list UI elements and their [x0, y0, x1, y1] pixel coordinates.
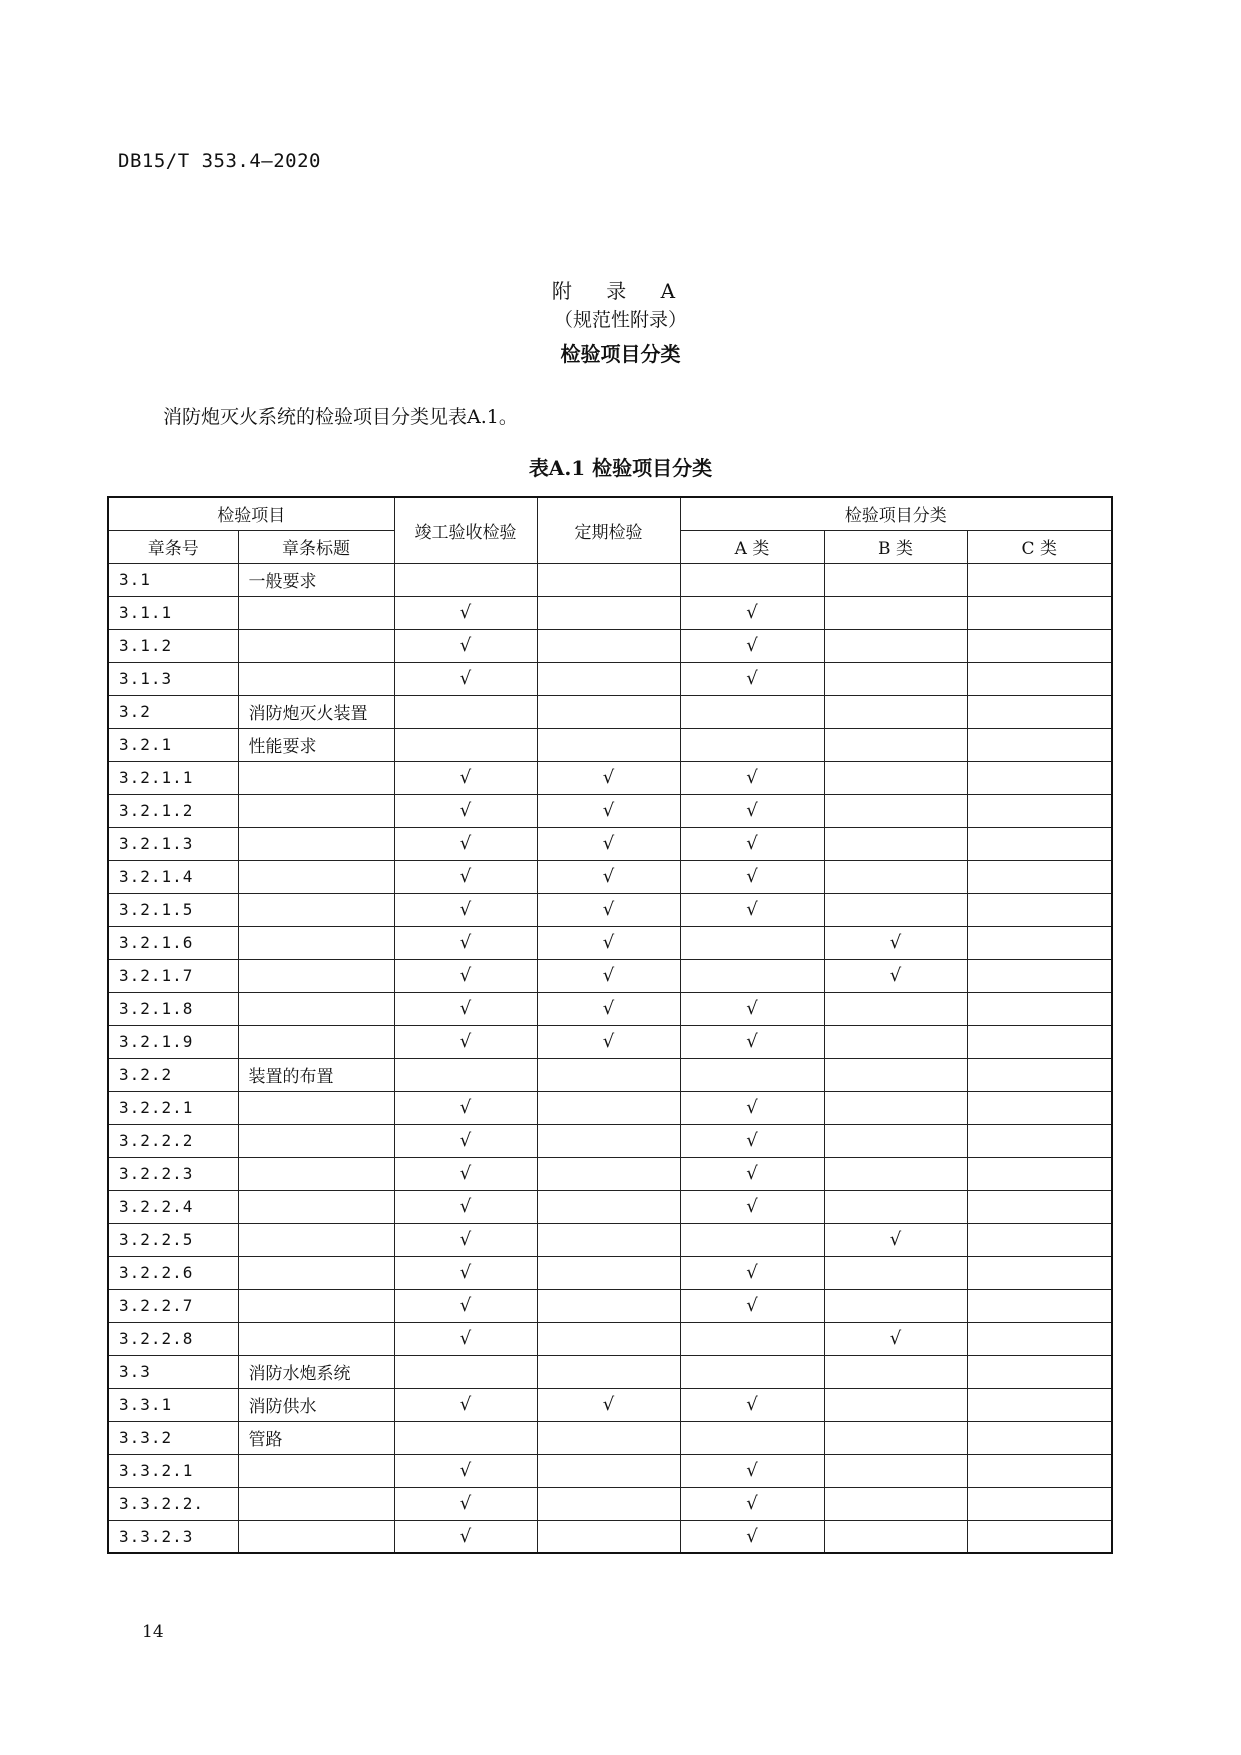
cell-class-a: √	[680, 1487, 824, 1520]
cell-clause-title: 消防炮灭火装置	[238, 695, 394, 728]
cell-class-b	[824, 761, 967, 794]
cell-clause-title	[238, 1091, 394, 1124]
header-class-a: A 类	[680, 530, 824, 563]
cell-clause-title	[238, 992, 394, 1025]
cell-class-a	[680, 959, 824, 992]
cell-clause-no: 3.2.2.6	[108, 1256, 238, 1289]
cell-class-a	[680, 926, 824, 959]
cell-completion: √	[394, 1223, 537, 1256]
cell-clause-no: 3.2.2.4	[108, 1190, 238, 1223]
cell-class-a: √	[680, 662, 824, 695]
cell-completion: √	[394, 1454, 537, 1487]
cell-periodic: √	[537, 1025, 680, 1058]
cell-completion: √	[394, 992, 537, 1025]
header-periodic-inspection: 定期检验	[537, 497, 680, 563]
cell-completion: √	[394, 1289, 537, 1322]
cell-completion	[394, 563, 537, 596]
cell-periodic	[537, 662, 680, 695]
cell-clause-title	[238, 1256, 394, 1289]
cell-class-a: √	[680, 1289, 824, 1322]
cell-completion: √	[394, 860, 537, 893]
cell-clause-title	[238, 827, 394, 860]
table-row	[108, 695, 1112, 728]
cell-class-c	[967, 860, 1112, 893]
cell-class-b: √	[824, 1223, 967, 1256]
cell-class-a	[680, 1322, 824, 1355]
cell-class-a: √	[680, 1124, 824, 1157]
cell-clause-title	[238, 959, 394, 992]
appendix-title: 附 录 A	[551, 279, 690, 303]
cell-completion	[394, 1355, 537, 1388]
cell-class-a	[680, 1421, 824, 1454]
cell-clause-no: 3.2.1.2	[108, 794, 238, 827]
cell-class-c	[967, 893, 1112, 926]
cell-class-b	[824, 1487, 967, 1520]
cell-class-c	[967, 1388, 1112, 1421]
cell-class-b	[824, 1124, 967, 1157]
cell-class-c	[967, 1124, 1112, 1157]
cell-completion: √	[394, 761, 537, 794]
cell-clause-title: 消防水炮系统	[238, 1355, 394, 1388]
cell-class-b	[824, 992, 967, 1025]
cell-clause-no: 3.3	[108, 1355, 238, 1388]
table-row	[108, 1223, 1112, 1256]
cell-clause-no: 3.3.2.1	[108, 1454, 238, 1487]
cell-class-b	[824, 1256, 967, 1289]
cell-class-a: √	[680, 893, 824, 926]
cell-class-c	[967, 1256, 1112, 1289]
cell-periodic	[537, 728, 680, 761]
cell-periodic: √	[537, 761, 680, 794]
cell-periodic: √	[537, 794, 680, 827]
cell-clause-no: 3.2	[108, 695, 238, 728]
cell-completion: √	[394, 662, 537, 695]
cell-completion: √	[394, 959, 537, 992]
cell-class-a: √	[680, 794, 824, 827]
table-row	[108, 1487, 1112, 1520]
cell-class-c	[967, 662, 1112, 695]
table-row	[108, 860, 1112, 893]
cell-class-c	[967, 1322, 1112, 1355]
cell-clause-no: 3.3.2.3	[108, 1520, 238, 1553]
cell-class-a: √	[680, 1157, 824, 1190]
cell-completion: √	[394, 1157, 537, 1190]
cell-clause-no: 3.2.1.8	[108, 992, 238, 1025]
header-classification: 检验项目分类	[680, 497, 1112, 530]
cell-class-b: √	[824, 926, 967, 959]
cell-completion: √	[394, 596, 537, 629]
cell-periodic	[537, 596, 680, 629]
cell-clause-title	[238, 794, 394, 827]
cell-clause-no: 3.2.1.3	[108, 827, 238, 860]
cell-clause-no: 3.3.2	[108, 1421, 238, 1454]
cell-class-c	[967, 794, 1112, 827]
cell-clause-title	[238, 1322, 394, 1355]
cell-clause-no: 3.2.1	[108, 728, 238, 761]
header-clause-no: 章条号	[108, 530, 238, 563]
cell-clause-no: 3.2.1.4	[108, 860, 238, 893]
cell-clause-no: 3.2.2.3	[108, 1157, 238, 1190]
cell-clause-no: 3.2.2.8	[108, 1322, 238, 1355]
cell-class-c	[967, 959, 1112, 992]
cell-completion: √	[394, 827, 537, 860]
table-row	[108, 1289, 1112, 1322]
inspection-classification-table	[107, 496, 1113, 1554]
cell-periodic	[537, 695, 680, 728]
cell-class-a: √	[680, 761, 824, 794]
cell-periodic	[537, 1091, 680, 1124]
cell-class-b	[824, 1190, 967, 1223]
cell-periodic	[537, 1124, 680, 1157]
cell-class-a: √	[680, 1190, 824, 1223]
table-row	[108, 1025, 1112, 1058]
cell-periodic	[537, 1289, 680, 1322]
cell-clause-title	[238, 1157, 394, 1190]
cell-class-c	[967, 827, 1112, 860]
cell-class-b	[824, 794, 967, 827]
cell-clause-no: 3.1.1	[108, 596, 238, 629]
cell-completion: √	[394, 629, 537, 662]
cell-periodic	[537, 1520, 680, 1553]
cell-clause-no: 3.2.1.1	[108, 761, 238, 794]
cell-class-b	[824, 1058, 967, 1091]
cell-clause-title	[238, 1190, 394, 1223]
cell-completion: √	[394, 1388, 537, 1421]
cell-class-a	[680, 563, 824, 596]
header-class-b: B 类	[824, 530, 967, 563]
cell-completion: √	[394, 926, 537, 959]
document-code: DB15/T 353.4—2020	[118, 150, 321, 172]
cell-clause-title	[238, 1124, 394, 1157]
cell-clause-no: 3.2.1.7	[108, 959, 238, 992]
cell-periodic	[537, 1487, 680, 1520]
cell-class-a: √	[680, 1091, 824, 1124]
table-row	[108, 1157, 1112, 1190]
cell-class-b	[824, 629, 967, 662]
table-caption: 表A.1 检验项目分类	[528, 456, 713, 480]
cell-clause-no: 3.1.2	[108, 629, 238, 662]
cell-clause-title	[238, 893, 394, 926]
cell-periodic	[537, 1421, 680, 1454]
cell-class-c	[967, 728, 1112, 761]
cell-periodic	[537, 1454, 680, 1487]
cell-class-c	[967, 1289, 1112, 1322]
cell-completion: √	[394, 1190, 537, 1223]
cell-clause-title: 管路	[238, 1421, 394, 1454]
cell-class-a: √	[680, 1520, 824, 1553]
cell-class-c	[967, 992, 1112, 1025]
cell-class-a	[680, 695, 824, 728]
table-row	[108, 959, 1112, 992]
table-row	[108, 1124, 1112, 1157]
cell-clause-title	[238, 662, 394, 695]
cell-periodic: √	[537, 860, 680, 893]
cell-periodic: √	[537, 893, 680, 926]
table-row	[108, 1454, 1112, 1487]
header-completion-inspection: 竣工验收检验	[394, 497, 537, 563]
cell-clause-no: 3.3.2.2.	[108, 1487, 238, 1520]
cell-class-b	[824, 893, 967, 926]
table-row	[108, 1091, 1112, 1124]
header-class-c: C 类	[967, 530, 1112, 563]
cell-clause-no: 3.2.2.2	[108, 1124, 238, 1157]
cell-class-b	[824, 1388, 967, 1421]
cell-periodic	[537, 1157, 680, 1190]
table-row	[108, 1256, 1112, 1289]
cell-clause-title: 消防供水	[238, 1388, 394, 1421]
cell-clause-title	[238, 629, 394, 662]
cell-completion: √	[394, 1091, 537, 1124]
table-row	[108, 629, 1112, 662]
cell-clause-no: 3.2.1.6	[108, 926, 238, 959]
table-row	[108, 1520, 1112, 1553]
cell-class-b	[824, 1454, 967, 1487]
cell-periodic	[537, 563, 680, 596]
cell-periodic	[537, 1223, 680, 1256]
table-row	[108, 893, 1112, 926]
cell-class-a	[680, 1058, 824, 1091]
cell-class-c	[967, 1223, 1112, 1256]
cell-class-c	[967, 563, 1112, 596]
table-row	[108, 1322, 1112, 1355]
cell-class-c	[967, 629, 1112, 662]
cell-class-b: √	[824, 1322, 967, 1355]
cell-periodic	[537, 629, 680, 662]
cell-class-b	[824, 1520, 967, 1553]
cell-clause-title	[238, 1520, 394, 1553]
cell-clause-no: 3.2.2.5	[108, 1223, 238, 1256]
cell-class-c	[967, 1487, 1112, 1520]
cell-class-a	[680, 1355, 824, 1388]
table-row	[108, 563, 1112, 596]
cell-class-c	[967, 1058, 1112, 1091]
page-number: 14	[142, 1622, 164, 1642]
appendix-heading: 检验项目分类	[560, 342, 681, 366]
cell-class-b	[824, 596, 967, 629]
cell-class-a: √	[680, 596, 824, 629]
cell-class-b	[824, 1355, 967, 1388]
cell-clause-no: 3.2.1.9	[108, 1025, 238, 1058]
cell-class-b	[824, 1157, 967, 1190]
cell-clause-title	[238, 1223, 394, 1256]
cell-class-c	[967, 1454, 1112, 1487]
cell-class-a: √	[680, 1454, 824, 1487]
cell-class-b	[824, 563, 967, 596]
cell-periodic: √	[537, 959, 680, 992]
cell-completion: √	[394, 1025, 537, 1058]
cell-periodic: √	[537, 1388, 680, 1421]
cell-periodic: √	[537, 992, 680, 1025]
cell-completion: √	[394, 1124, 537, 1157]
cell-periodic	[537, 1355, 680, 1388]
cell-class-c	[967, 761, 1112, 794]
cell-clause-title	[238, 761, 394, 794]
cell-periodic: √	[537, 926, 680, 959]
cell-class-a	[680, 1223, 824, 1256]
cell-periodic: √	[537, 827, 680, 860]
cell-periodic	[537, 1256, 680, 1289]
cell-completion: √	[394, 1322, 537, 1355]
table-row	[108, 794, 1112, 827]
cell-clause-title	[238, 1289, 394, 1322]
cell-clause-no: 3.1.3	[108, 662, 238, 695]
cell-clause-no: 3.1	[108, 563, 238, 596]
table-row	[108, 926, 1112, 959]
table-row	[108, 1355, 1112, 1388]
cell-class-c	[967, 926, 1112, 959]
cell-class-c	[967, 1421, 1112, 1454]
table-row	[108, 761, 1112, 794]
cell-clause-title: 性能要求	[238, 728, 394, 761]
cell-clause-no: 3.2.2.7	[108, 1289, 238, 1322]
table-row	[108, 1190, 1112, 1223]
cell-clause-title	[238, 860, 394, 893]
cell-completion: √	[394, 893, 537, 926]
cell-class-c	[967, 1025, 1112, 1058]
cell-class-c	[967, 695, 1112, 728]
cell-class-c	[967, 1190, 1112, 1223]
cell-clause-title	[238, 1025, 394, 1058]
table-row	[108, 662, 1112, 695]
cell-class-b: √	[824, 959, 967, 992]
table-row	[108, 596, 1112, 629]
table-row	[108, 1388, 1112, 1421]
table-body	[108, 563, 1112, 1553]
cell-clause-title	[238, 1454, 394, 1487]
cell-class-c	[967, 1520, 1112, 1553]
table-row	[108, 827, 1112, 860]
table-row	[108, 728, 1112, 761]
cell-class-b	[824, 1025, 967, 1058]
cell-class-b	[824, 860, 967, 893]
cell-completion	[394, 695, 537, 728]
cell-class-c	[967, 1091, 1112, 1124]
cell-completion: √	[394, 1487, 537, 1520]
table-row	[108, 1421, 1112, 1454]
cell-class-a: √	[680, 1388, 824, 1421]
cell-class-a: √	[680, 629, 824, 662]
cell-class-b	[824, 1091, 967, 1124]
cell-periodic	[537, 1322, 680, 1355]
cell-clause-title	[238, 1487, 394, 1520]
cell-class-c	[967, 596, 1112, 629]
cell-completion	[394, 1421, 537, 1454]
cell-completion	[394, 728, 537, 761]
cell-periodic	[537, 1190, 680, 1223]
cell-class-b	[824, 728, 967, 761]
cell-completion: √	[394, 1256, 537, 1289]
cell-clause-no: 3.3.1	[108, 1388, 238, 1421]
cell-class-a	[680, 728, 824, 761]
cell-completion	[394, 1058, 537, 1091]
intro-paragraph: 消防炮灭火系统的检验项目分类见表A.1。	[163, 406, 518, 428]
table-row	[108, 1058, 1112, 1091]
header-inspection-item: 检验项目	[108, 497, 394, 530]
table-row	[108, 992, 1112, 1025]
cell-class-b	[824, 1421, 967, 1454]
cell-class-b	[824, 662, 967, 695]
cell-class-a: √	[680, 992, 824, 1025]
cell-class-a: √	[680, 860, 824, 893]
cell-class-a: √	[680, 827, 824, 860]
cell-clause-no: 3.2.2.1	[108, 1091, 238, 1124]
cell-class-a: √	[680, 1256, 824, 1289]
cell-completion: √	[394, 1520, 537, 1553]
cell-clause-title	[238, 926, 394, 959]
cell-clause-no: 3.2.1.5	[108, 893, 238, 926]
header-clause-title: 章条标题	[238, 530, 394, 563]
cell-clause-title	[238, 596, 394, 629]
cell-class-b	[824, 827, 967, 860]
cell-clause-no: 3.2.2	[108, 1058, 238, 1091]
cell-completion: √	[394, 794, 537, 827]
cell-class-c	[967, 1157, 1112, 1190]
cell-clause-title: 一般要求	[238, 563, 394, 596]
cell-class-c	[967, 1355, 1112, 1388]
cell-clause-title: 装置的布置	[238, 1058, 394, 1091]
cell-class-b	[824, 1289, 967, 1322]
cell-class-a: √	[680, 1025, 824, 1058]
cell-class-b	[824, 695, 967, 728]
cell-periodic	[537, 1058, 680, 1091]
appendix-subtitle: （规范性附录）	[553, 309, 687, 331]
